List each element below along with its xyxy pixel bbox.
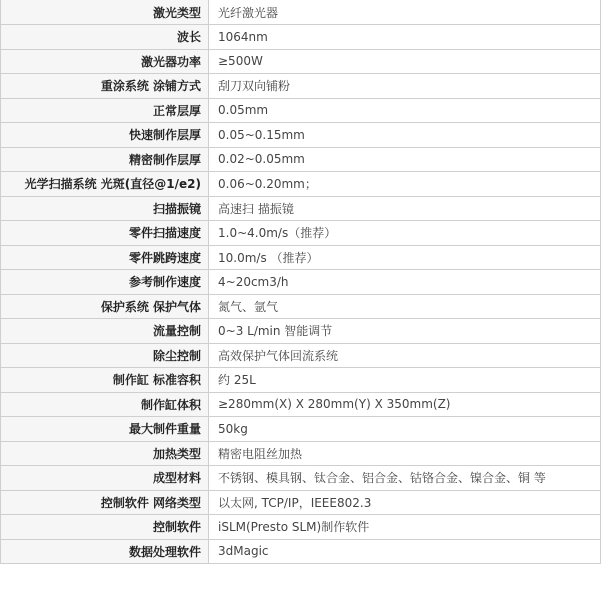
spec-label: 光学扫描系统 光斑(直径@1/e2) [1, 172, 209, 197]
spec-label: 参考制作速度 [1, 270, 209, 295]
spec-table-body [1, 0, 601, 564]
spec-label: 制作缸体积 [1, 392, 209, 417]
table-row [1, 539, 601, 564]
spec-label: 零件扫描速度 [1, 221, 209, 246]
table-row [1, 417, 601, 442]
table-row [1, 123, 601, 148]
spec-value: 10.0m/s （推荐） [209, 245, 601, 270]
table-row [1, 294, 601, 319]
spec-value: 1064nm [209, 25, 601, 50]
spec-value: 约 25L [209, 368, 601, 393]
spec-value: 3dMagic [209, 539, 601, 564]
table-row [1, 196, 601, 221]
table-row [1, 490, 601, 515]
spec-label: 最大制件重量 [1, 417, 209, 442]
spec-value: 光纤激光器 [209, 0, 601, 25]
spec-label: 数据处理软件 [1, 539, 209, 564]
spec-value: 0.02~0.05mm [209, 147, 601, 172]
spec-label: 快速制作层厚 [1, 123, 209, 148]
spec-value: 4~20cm3/h [209, 270, 601, 295]
spec-value: 精密电阻丝加热 [209, 441, 601, 466]
table-row [1, 98, 601, 123]
spec-value: 50kg [209, 417, 601, 442]
table-row [1, 343, 601, 368]
table-row [1, 515, 601, 540]
table-row [1, 319, 601, 344]
spec-label: 保护系统 保护气体 [1, 294, 209, 319]
spec-value: 高速扫 描振镜 [209, 196, 601, 221]
spec-label: 零件跳跨速度 [1, 245, 209, 270]
spec-label: 加热类型 [1, 441, 209, 466]
spec-label: 激光类型 [1, 0, 209, 25]
table-row [1, 466, 601, 491]
spec-label: 控制软件 [1, 515, 209, 540]
table-row [1, 221, 601, 246]
spec-label: 激光器功率 [1, 49, 209, 74]
table-row [1, 25, 601, 50]
spec-value: 氮气、氩气 [209, 294, 601, 319]
spec-value: iSLM(Presto SLM)制作软件 [209, 515, 601, 540]
spec-label: 正常层厚 [1, 98, 209, 123]
table-row [1, 245, 601, 270]
table-row [1, 147, 601, 172]
spec-value: ≥500W [209, 49, 601, 74]
spec-label: 成型材料 [1, 466, 209, 491]
spec-label: 波长 [1, 25, 209, 50]
spec-value: 刮刀双向铺粉 [209, 74, 601, 99]
spec-value: ≥280mm(X) X 280mm(Y) X 350mm(Z) [209, 392, 601, 417]
spec-value: 0~3 L/min 智能调节 [209, 319, 601, 344]
table-row [1, 270, 601, 295]
table-row [1, 441, 601, 466]
table-row [1, 49, 601, 74]
table-row [1, 368, 601, 393]
table-row [1, 0, 601, 25]
spec-value: 0.05mm [209, 98, 601, 123]
spec-value: 以太网, TCP/IP，IEEE802.3 [209, 490, 601, 515]
spec-value: 0.05~0.15mm [209, 123, 601, 148]
spec-value: 1.0~4.0m/s（推荐） [209, 221, 601, 246]
spec-label: 精密制作层厚 [1, 147, 209, 172]
spec-label: 制作缸 标准容积 [1, 368, 209, 393]
spec-label: 控制软件 网络类型 [1, 490, 209, 515]
spec-label: 重涂系统 涂铺方式 [1, 74, 209, 99]
table-row [1, 172, 601, 197]
spec-label: 流量控制 [1, 319, 209, 344]
spec-label: 除尘控制 [1, 343, 209, 368]
table-row [1, 392, 601, 417]
spec-value: 不锈钢、模具钢、钛合金、铝合金、钴铬合金、镍合金、铜 等 [209, 466, 601, 491]
spec-value: 0.06~0.20mm； [209, 172, 601, 197]
spec-label: 扫描振镜 [1, 196, 209, 221]
spec-value: 高效保护气体回流系统 [209, 343, 601, 368]
table-row [1, 74, 601, 99]
